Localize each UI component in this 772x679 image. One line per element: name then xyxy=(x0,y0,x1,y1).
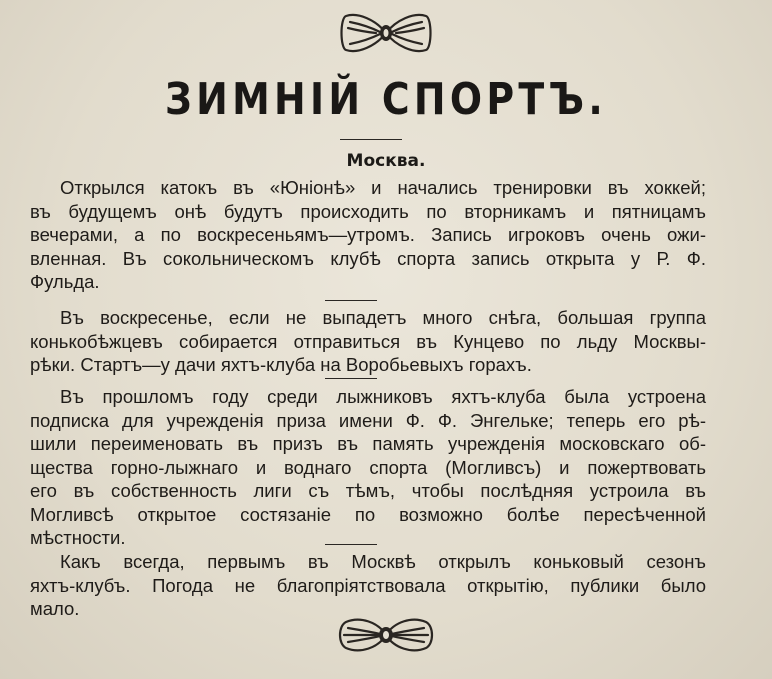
title-divider xyxy=(340,139,402,140)
text-line: въ будущемъ онѣ будутъ происходить по вторникамъ и пятницамъ xyxy=(30,200,706,222)
paragraph-3 xyxy=(30,385,706,550)
page-title: ЗИМНІЙ СПОРТЪ. xyxy=(164,74,608,125)
text-line: конькобѣжцевъ собирается отправиться въ Кунцево по льду Москвы- xyxy=(30,330,706,352)
text-line: мало. xyxy=(30,598,80,619)
knot-ornament-icon xyxy=(334,612,438,658)
paragraph-4 xyxy=(30,550,706,621)
text-line: Какъ всегда, первымъ въ Москвѣ открылъ коньковый сезонъ xyxy=(60,551,706,572)
paragraph-1 xyxy=(30,176,706,294)
text-line: мѣстности. xyxy=(30,527,126,548)
section-heading: Москва. xyxy=(346,151,426,171)
text-line: рѣки. Стартъ—у дачи яхтъ-клуба на Воробьевыхъ горахъ. xyxy=(30,354,532,375)
section-divider xyxy=(325,378,377,379)
text-line: Фульда. xyxy=(30,271,100,292)
text-line: Въ воскресенье, если не выпадетъ много снѣга, большая группа xyxy=(60,307,706,328)
text-line: Въ прошломъ году среди лыжниковъ яхтъ-клуба была устроена xyxy=(60,386,706,407)
text-line: вечерами, а по воскресеньямъ—утромъ. Запись игроковъ очень ожи- xyxy=(30,224,706,245)
text-line: Открылся катокъ въ «Юніонѣ» и начались тренировки въ хоккей; xyxy=(60,177,706,198)
paragraph-2 xyxy=(30,306,706,377)
text-line: подписка для учрежденія приза имени Ф. Ф. Энгельке; теперь его рѣ- xyxy=(30,409,706,431)
text-line: щества горно-лыжнаго и воднаго спорта (Могливсъ) и пожертвовать xyxy=(30,456,706,478)
text-line: шили переименовать въ призъ въ память учрежденія московскаго об- xyxy=(30,433,706,454)
section-divider xyxy=(325,300,377,301)
text-line: яхтъ-клубъ. Погода не благопріятствовала открытію, публики было xyxy=(30,574,706,596)
text-line: его въ собственность лиги съ тѣмъ, чтобы послѣдняя устроила въ xyxy=(30,480,706,501)
bow-ornament-icon xyxy=(336,8,436,58)
section-divider xyxy=(325,544,377,545)
text-line: Могливсѣ открытое состязаніе по возможно болѣе пересѣченной xyxy=(30,503,706,525)
text-line: вленная. Въ сокольническомъ клубѣ спорта запись открыта у Р. Ф. xyxy=(30,247,706,269)
